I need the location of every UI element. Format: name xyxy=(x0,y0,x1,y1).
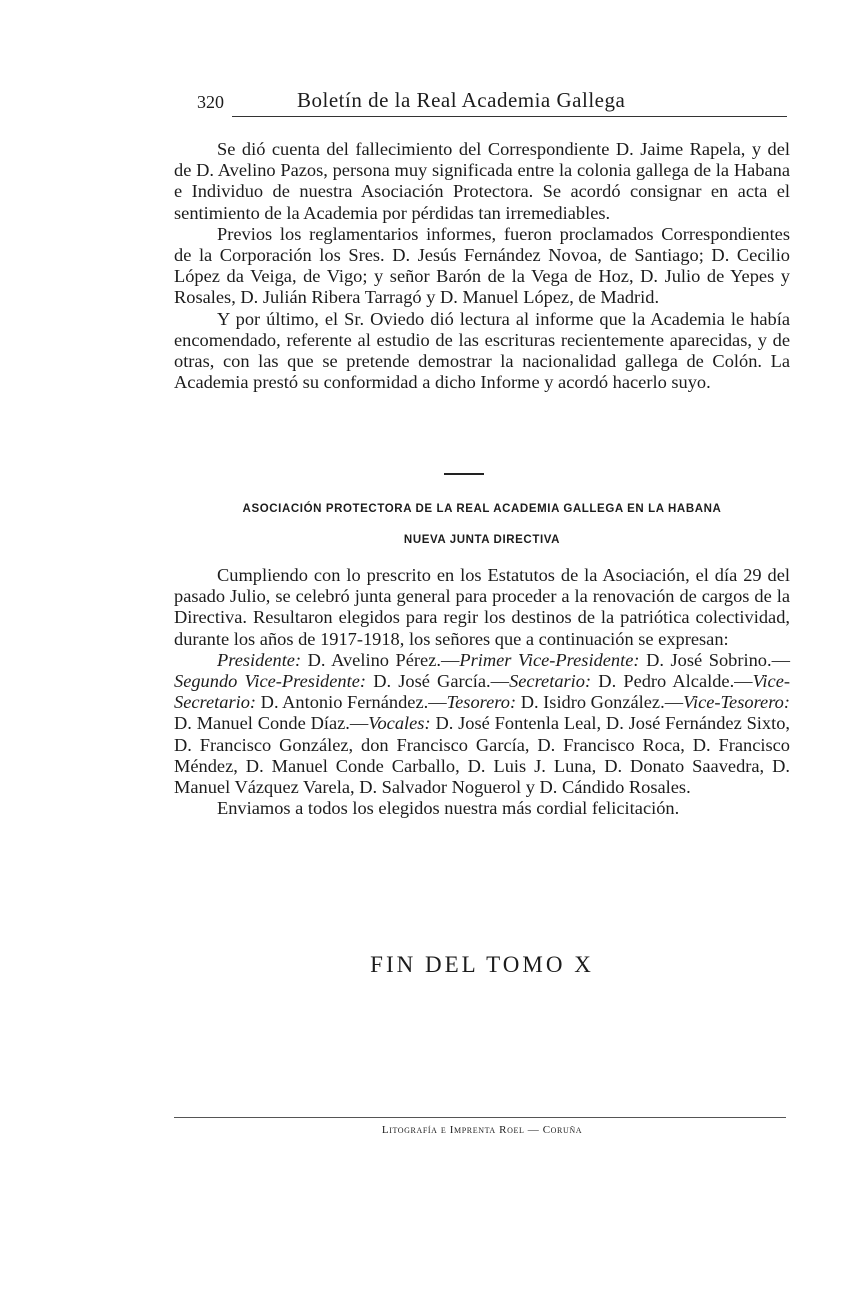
role-label: Secretario: xyxy=(509,671,592,692)
role-name: D. José Fontenla Leal, D. José Fernández Sixto, D. Francisco González, don Francisco García, D. Francisco Roca, D. Francisco Méndez, D. Manuel Conde Carballo, D. Luis J. Luna, D. Donato Saavedra, D. Manuel Vázquez Varela, D. Salvador Noguerol y D. Cándido Rosales. xyxy=(174,713,791,798)
section-divider xyxy=(444,473,484,475)
role-label: Vice-Secretario: xyxy=(174,671,790,713)
running-title: Boletín de la Real Academia Gallega xyxy=(297,88,626,112)
role-name: D. Pedro Alcalde.— xyxy=(598,671,753,692)
header-rule xyxy=(232,116,787,117)
role-label: Tesorero: xyxy=(446,692,517,713)
section-subtitle: NUEVA JUNTA DIRECTIVA xyxy=(403,534,561,546)
page-number: 320 xyxy=(197,92,224,112)
board-members-list xyxy=(174,650,790,798)
role-name: D. Antonio Fernández.— xyxy=(260,692,447,713)
end-of-volume: FIN DEL TOMO X xyxy=(370,952,594,977)
association-text xyxy=(174,565,790,819)
footer-rule xyxy=(174,1117,786,1118)
role-label: Presidente: xyxy=(217,649,302,670)
role-name: D. Manuel Conde Díaz.— xyxy=(174,713,369,734)
paragraph-intro: Cumpliendo con lo prescrito en los Estatutos de la Asociación, el día 29 del pasado Julio, se celebró junta general para proceder a la renovación de cargos de la Directiva. Resultaron elegidos para regir los destinos de la patriótica colectividad, durante los años de 1917-1918, los señores que a continuación se expresan: xyxy=(174,565,790,649)
section-title: ASOCIACIÓN PROTECTORA DE LA REAL ACADEMIA GALLEGA EN LA HABANA xyxy=(242,503,722,515)
paragraph-correspondents: Previos los reglamentarios informes, fueron proclamados Correspondientes de la Corporación los Sres. D. Jesús Fernández Novoa, de Santiago; D. Cecilio López da Veiga, de Vigo; y señor Barón de la Vega de Hoz, D. Julio de Yepes y Rosales, D. Julián Ribera Tarragó y D. Manuel López, de Madrid. xyxy=(174,223,790,308)
printer-imprint: Litografía e Imprenta Roel — Coruña xyxy=(381,1124,583,1136)
role-name: D. José Sobrino.— xyxy=(646,649,790,670)
minutes-text xyxy=(174,139,790,393)
role-name: D. Avelino Pérez.— xyxy=(307,649,460,670)
role-label: Vice-Tesorero: xyxy=(683,692,791,713)
role-label: Vocales: xyxy=(368,713,431,734)
paragraph-report: Y por último, el Sr. Oviedo dió lectura al informe que la Academia le había encomendado, referente al estudio de las escrituras recientemente aparecidas, y de otras, con las que se pretende demostrar la nacionalidad gallega de Colón. La Academia prestó su conformidad a dicho Informe y acordó hacerlo suyo. xyxy=(174,308,790,393)
role-name: D. Isidro González.— xyxy=(520,692,684,713)
role-name: D. José García.— xyxy=(373,671,510,692)
paragraph-obituary: Se dió cuenta del fallecimiento del Correspondiente D. Jaime Rapela, y del de D. Avelino Pazos, persona muy significada entre la colonia gallega de la Habana e Individuo de nuestra Asociación Protectora. Se acordó consignar en acta el sentimiento de la Academia por pérdidas tan irremediables. xyxy=(174,139,790,223)
running-header xyxy=(197,88,787,114)
paragraph-closing: Enviamos a todos los elegidos nuestra más cordial felicitación. xyxy=(217,798,680,819)
role-label: Segundo Vice-Presidente: xyxy=(174,671,367,692)
role-label: Primer Vice-Presidente: xyxy=(459,649,640,670)
